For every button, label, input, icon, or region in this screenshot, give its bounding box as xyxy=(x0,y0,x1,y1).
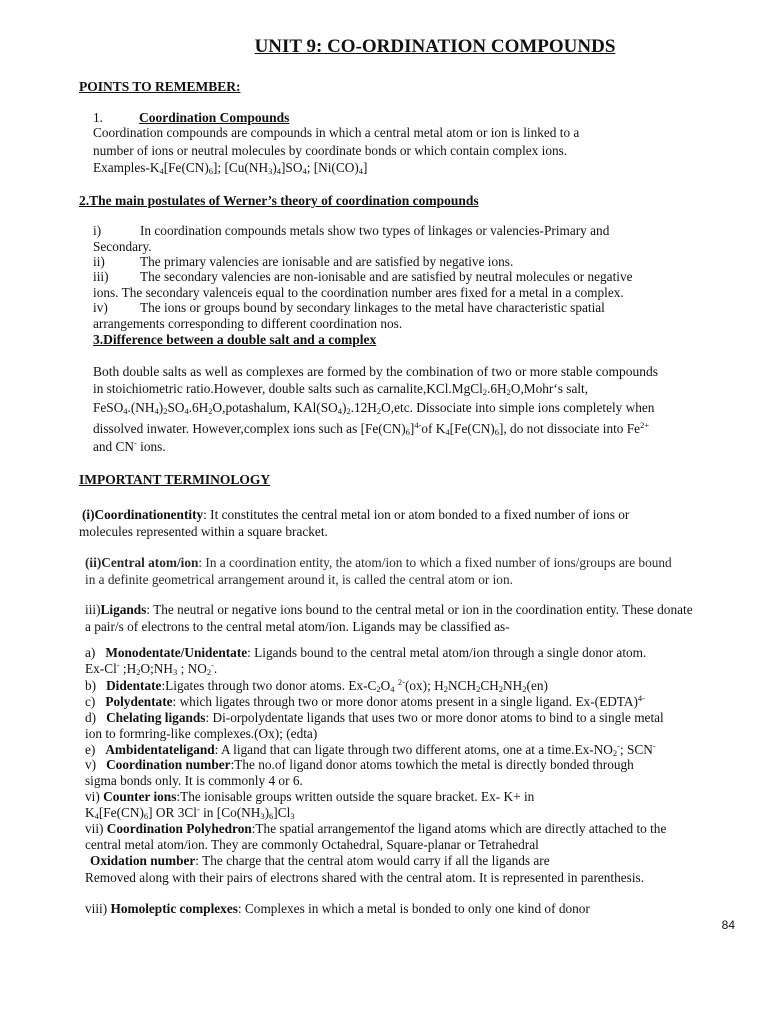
term-label: Coordination Polyhedron xyxy=(106,821,252,836)
section-3-heading: 3.Difference between a double salt and a complex xyxy=(93,332,377,347)
term-text: : Di-orpolydentate ligands that uses two or more donor atoms to bind to a single metal xyxy=(205,710,664,725)
section-3-line: Both double salts as well as complexes are formed by the combination of two or more stable compounds xyxy=(93,364,658,379)
term-label: Ligands xyxy=(100,602,147,617)
term-text: : The neutral or negative ions bound to the central metal or ion in the coordination entity. These donate xyxy=(146,602,693,617)
term-text: : In a coordination entity, the atom/ion to which a fixed number of ions/groups are bound xyxy=(198,555,672,570)
term-coordination-number xyxy=(85,757,634,773)
term-label: (i)Coordinationentity xyxy=(82,507,204,522)
terminology-heading: IMPORTANT TERMINOLOGY xyxy=(79,472,271,487)
term-label: Homoleptic complexes xyxy=(110,901,238,916)
term-label: Polydentate xyxy=(105,694,173,709)
section-1-examples: Examples-$K_4[Fe(CN)_6]$; $[Cu(NH_3)_4]SO_4$; $[Ni(CO)_4]$ xyxy=(93,160,368,176)
item-number: vii) xyxy=(85,821,104,836)
postulate-number: iv) xyxy=(93,300,108,315)
page-title: UNIT 9: CO-ORDINATION COMPOUNDS xyxy=(254,36,616,57)
ligand-type-a xyxy=(85,645,646,661)
postulate-number: ii) xyxy=(93,254,105,269)
section-2-heading: 2.The main postulates of Werner’s theory of coordination compounds xyxy=(79,193,479,208)
term-oxidation-number xyxy=(90,853,550,869)
postulate-text: The ions or groups bound by secondary linkages to the metal have characteristic spatial xyxy=(140,300,605,315)
term-central-atom xyxy=(85,555,672,571)
term-text: central metal atom/ion. They are commonly Octahedral, Square-planar or Tetrahedral xyxy=(85,837,539,852)
term-label: Counter ions xyxy=(103,789,177,804)
term-label: Didentate xyxy=(106,678,162,693)
postulate-number: i) xyxy=(93,223,102,238)
ligand-type-d xyxy=(85,710,664,726)
section-1-line: Coordination compounds are compounds in which a central metal atom or ion is linked to a xyxy=(93,125,580,140)
section-1-number: 1. xyxy=(93,110,103,125)
term-label: Monodentate/Unidentate xyxy=(105,645,248,660)
term-label: Ambidentateligand xyxy=(105,742,215,757)
term-text: : Complexes in which a metal is bonded to only one kind of donor xyxy=(237,901,590,916)
section-1-heading: Coordination Compounds xyxy=(139,110,290,125)
term-text: molecules represented within a square bracket. xyxy=(79,524,328,539)
ligand-example: Ex-Cl- $;H_2O;NH_3$ ; $NO_2^-$. xyxy=(85,660,218,677)
postulate-text: ions. The secondary valenceis equal to the coordination number ares fixed for a metal in a complex. xyxy=(93,285,624,300)
term-text: : The charge that the central atom would carry if all the ligands are xyxy=(195,853,550,868)
section-3-line: and CN- ions. xyxy=(93,438,166,454)
term-text: $K_4[Fe(CN)_6]$ OR 3Cl- in $[Co(NH_3)_6]Cl_3$ xyxy=(85,804,295,821)
section-3-line: dissolved inwater. However,complex ions such as $[Fe(CN)_6]^{4-}of$ $K_4[Fe(CN)_6]$, do not dissociate into $Fe^{2+}$ xyxy=(93,420,650,437)
term-text: :The spatial arrangementof the ligand atoms which are directly attached to the xyxy=(251,821,667,836)
term-ligands xyxy=(85,602,693,618)
term-label: (ii)Central atom/ion xyxy=(85,555,199,570)
item-number: e) xyxy=(85,742,96,757)
term-coordination-entity xyxy=(82,507,629,523)
postulate-text: The primary valencies are ionisable and are satisfied by negative ions. xyxy=(140,254,514,269)
term-label: Oxidation number xyxy=(90,853,196,868)
term-homoleptic xyxy=(85,901,590,917)
postulate-text: In coordination compounds metals show two types of linkages or valencies-Primary and xyxy=(140,223,610,238)
term-text: in a definite geometrical arrangement around it, is called the central atom or ion. xyxy=(85,572,513,587)
ligand-type-b xyxy=(85,678,548,694)
term-coordination-polyhedron xyxy=(85,821,666,837)
item-number: c) xyxy=(85,694,96,709)
term-text: a pair/s of electrons to the central metal atom/ion. Ligands may be classified as- xyxy=(85,619,510,634)
term-text: : A ligand that can ligate through two different atoms, one at a $time.Ex-NO_2^-$; SCN- xyxy=(214,741,656,758)
term-text: Removed along with their pairs of electrons shared with the central atom. It is represented in parenthesis. xyxy=(85,870,645,885)
term-text: : Ligands bound to the central metal atom/ion through a single donor atom. xyxy=(247,645,647,660)
page-number: 84 xyxy=(721,918,735,932)
term-text: :The ionisable groups written outside the square bracket. Ex- K+ in xyxy=(176,789,535,804)
term-text: :The no.of ligand donor atoms towhich the metal is directly bonded through xyxy=(230,757,634,772)
term-text: : which ligates through two or more donor atoms present in a single ligand. Ex-(EDTA)$^{4-}$ xyxy=(172,693,645,709)
term-text: ion to formring-like complexes.(Ox); (edta) xyxy=(85,726,318,741)
section-3-line: in stoichiometric ratio.However, double salts such as $carnalite,KCl.MgCl_2.6H_2O,Mohr‘s$ salt, xyxy=(93,381,589,397)
item-number: b) xyxy=(85,678,97,693)
item-number: viii) xyxy=(85,901,108,916)
term-text: : It constitutes the central metal ion or atom bonded to a fixed number of ions or xyxy=(203,507,630,522)
term-text: sigma bonds only. It is commonly 4 or 6. xyxy=(85,773,303,788)
section-1-line: number of ions or neutral molecules by coordinate bonds or which contain complex ions. xyxy=(93,143,568,158)
term-label: Coordination number xyxy=(106,757,231,772)
item-number: a) xyxy=(85,645,96,660)
term-label: Chelating ligands xyxy=(106,710,206,725)
item-number: vi) xyxy=(85,789,100,804)
points-heading: POINTS TO REMEMBER: xyxy=(79,79,241,94)
term-text: :Ligates through two donor atoms. $Ex-C_2O_4$ $^{2-}$(ox); $H_2NCH_2CH_2NH_2(en)$ xyxy=(161,677,548,694)
item-number: v) xyxy=(85,757,97,772)
postulate-number: iii) xyxy=(93,269,109,284)
item-number: d) xyxy=(85,710,97,725)
term-number: iii) xyxy=(85,602,101,617)
postulate-text: Secondary. xyxy=(93,239,152,254)
section-3-line: $FeSO_4.(NH_4)_2SO_4.6H_2O,potashalum$, $KAl(SO_4)_2.12H_2O,etc$. Dissociate into simple ions completely when xyxy=(93,400,655,416)
ligand-type-c xyxy=(85,694,645,710)
term-counter-ions xyxy=(85,789,534,805)
postulate-text: The secondary valencies are non-ionisable and are satisfied by neutral molecules or negative xyxy=(140,269,633,284)
ligand-type-e xyxy=(85,742,656,758)
postulate-text: arrangements corresponding to different coordination nos. xyxy=(93,316,403,331)
